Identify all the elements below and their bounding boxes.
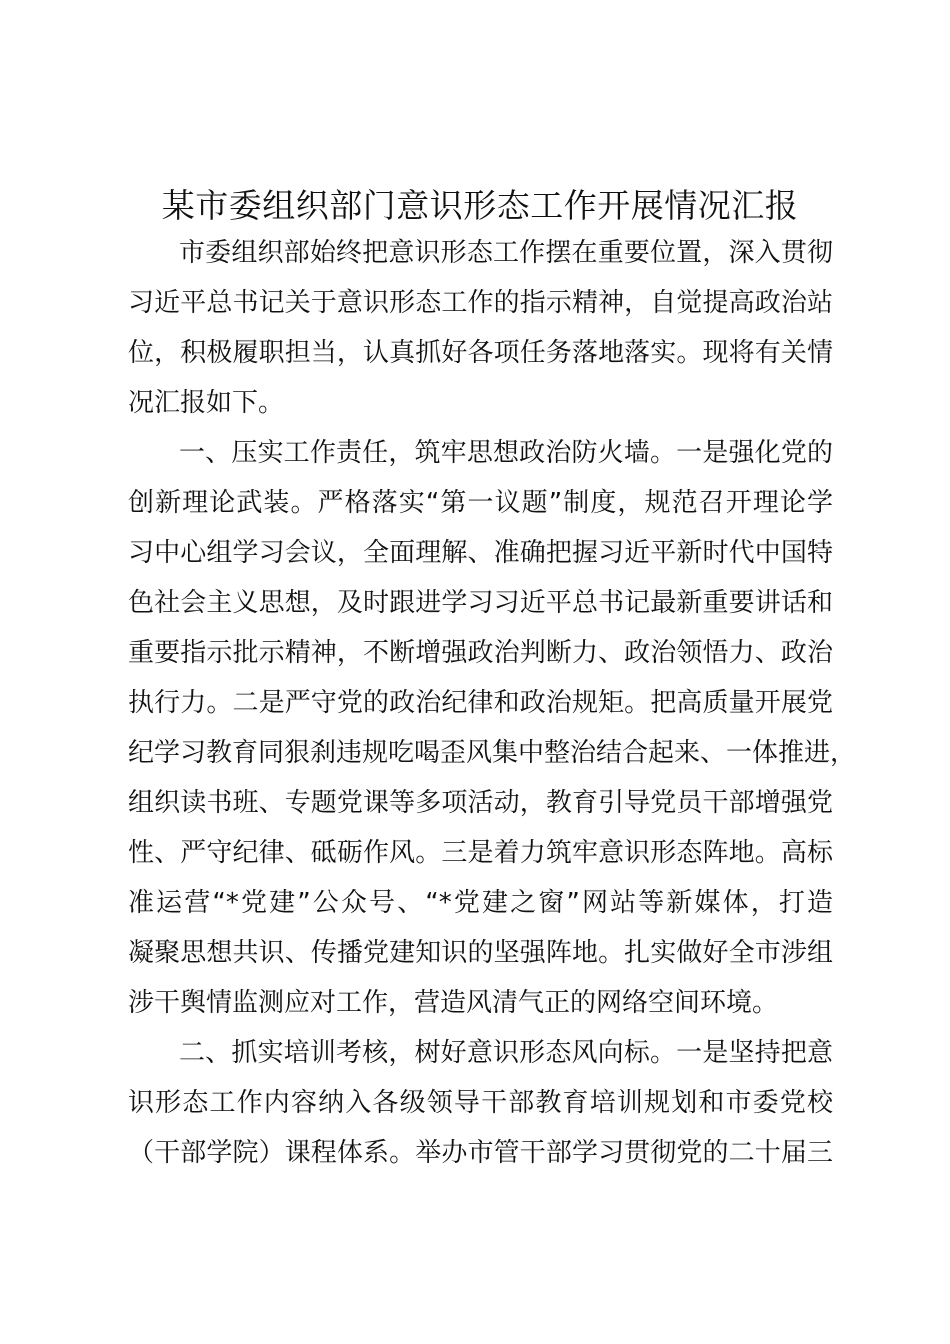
text-line: 准运营“*党建”公众号、“*党建之窗”网站等新媒体，打造 xyxy=(128,888,833,918)
text-line: 况汇报如下。 xyxy=(128,388,285,418)
text-line: （干部学院）课程体系。举办市管干部学习贯彻党的二十届三 xyxy=(128,1138,833,1168)
text-line: 位，积极履职担当，认真抓好各项任务落地落实。现将有关情 xyxy=(128,338,833,368)
text-line: 性、严守纪律、砥砺作风。三是着力筑牢意识形态阵地。高标 xyxy=(128,838,833,868)
text-line: 二、抓实培训考核，树好意识形态风向标。一是坚持把意 xyxy=(179,1038,833,1068)
text-line: 市委组织部始终把意识形态工作摆在重要位置，深入贯彻 xyxy=(179,238,833,268)
text-line: 色社会主义思想，及时跟进学习习近平总书记最新重要讲话和 xyxy=(128,588,833,618)
text-line: 识形态工作内容纳入各级领导干部教育培训规划和市委党校 xyxy=(128,1088,833,1118)
text-line: 创新理论武装。严格落实“第一议题”制度，规范召开理论学 xyxy=(128,488,833,518)
text-line: 执行力。二是严守党的政治纪律和政治规矩。把高质量开展党 xyxy=(128,688,833,718)
text-line: 涉干舆情监测应对工作，营造风清气正的网络空间环境。 xyxy=(128,988,779,1018)
text-line: 习中心组学习会议，全面理解、准确把握习近平新时代中国特 xyxy=(128,538,833,568)
text-line: 纪学习教育同狠刹违规吃喝歪风集中整治结合起来、一体推进， xyxy=(128,738,857,768)
text-line: 重要指示批示精神，不断增强政治判断力、政治领悟力、政治 xyxy=(128,638,833,668)
document-title: 某市委组织部门意识形态工作开展情况汇报 xyxy=(161,186,799,225)
text-line: 习近平总书记关于意识形态工作的指示精神，自觉提高政治站 xyxy=(128,288,833,318)
text-line: 一、压实工作责任，筑牢思想政治防火墙。一是强化党的 xyxy=(179,438,833,468)
text-line: 凝聚思想共识、传播党建知识的坚强阵地。扎实做好全市涉组 xyxy=(128,938,833,968)
text-line: 组织读书班、专题党课等多项活动，教育引导党员干部增强党 xyxy=(128,788,833,818)
